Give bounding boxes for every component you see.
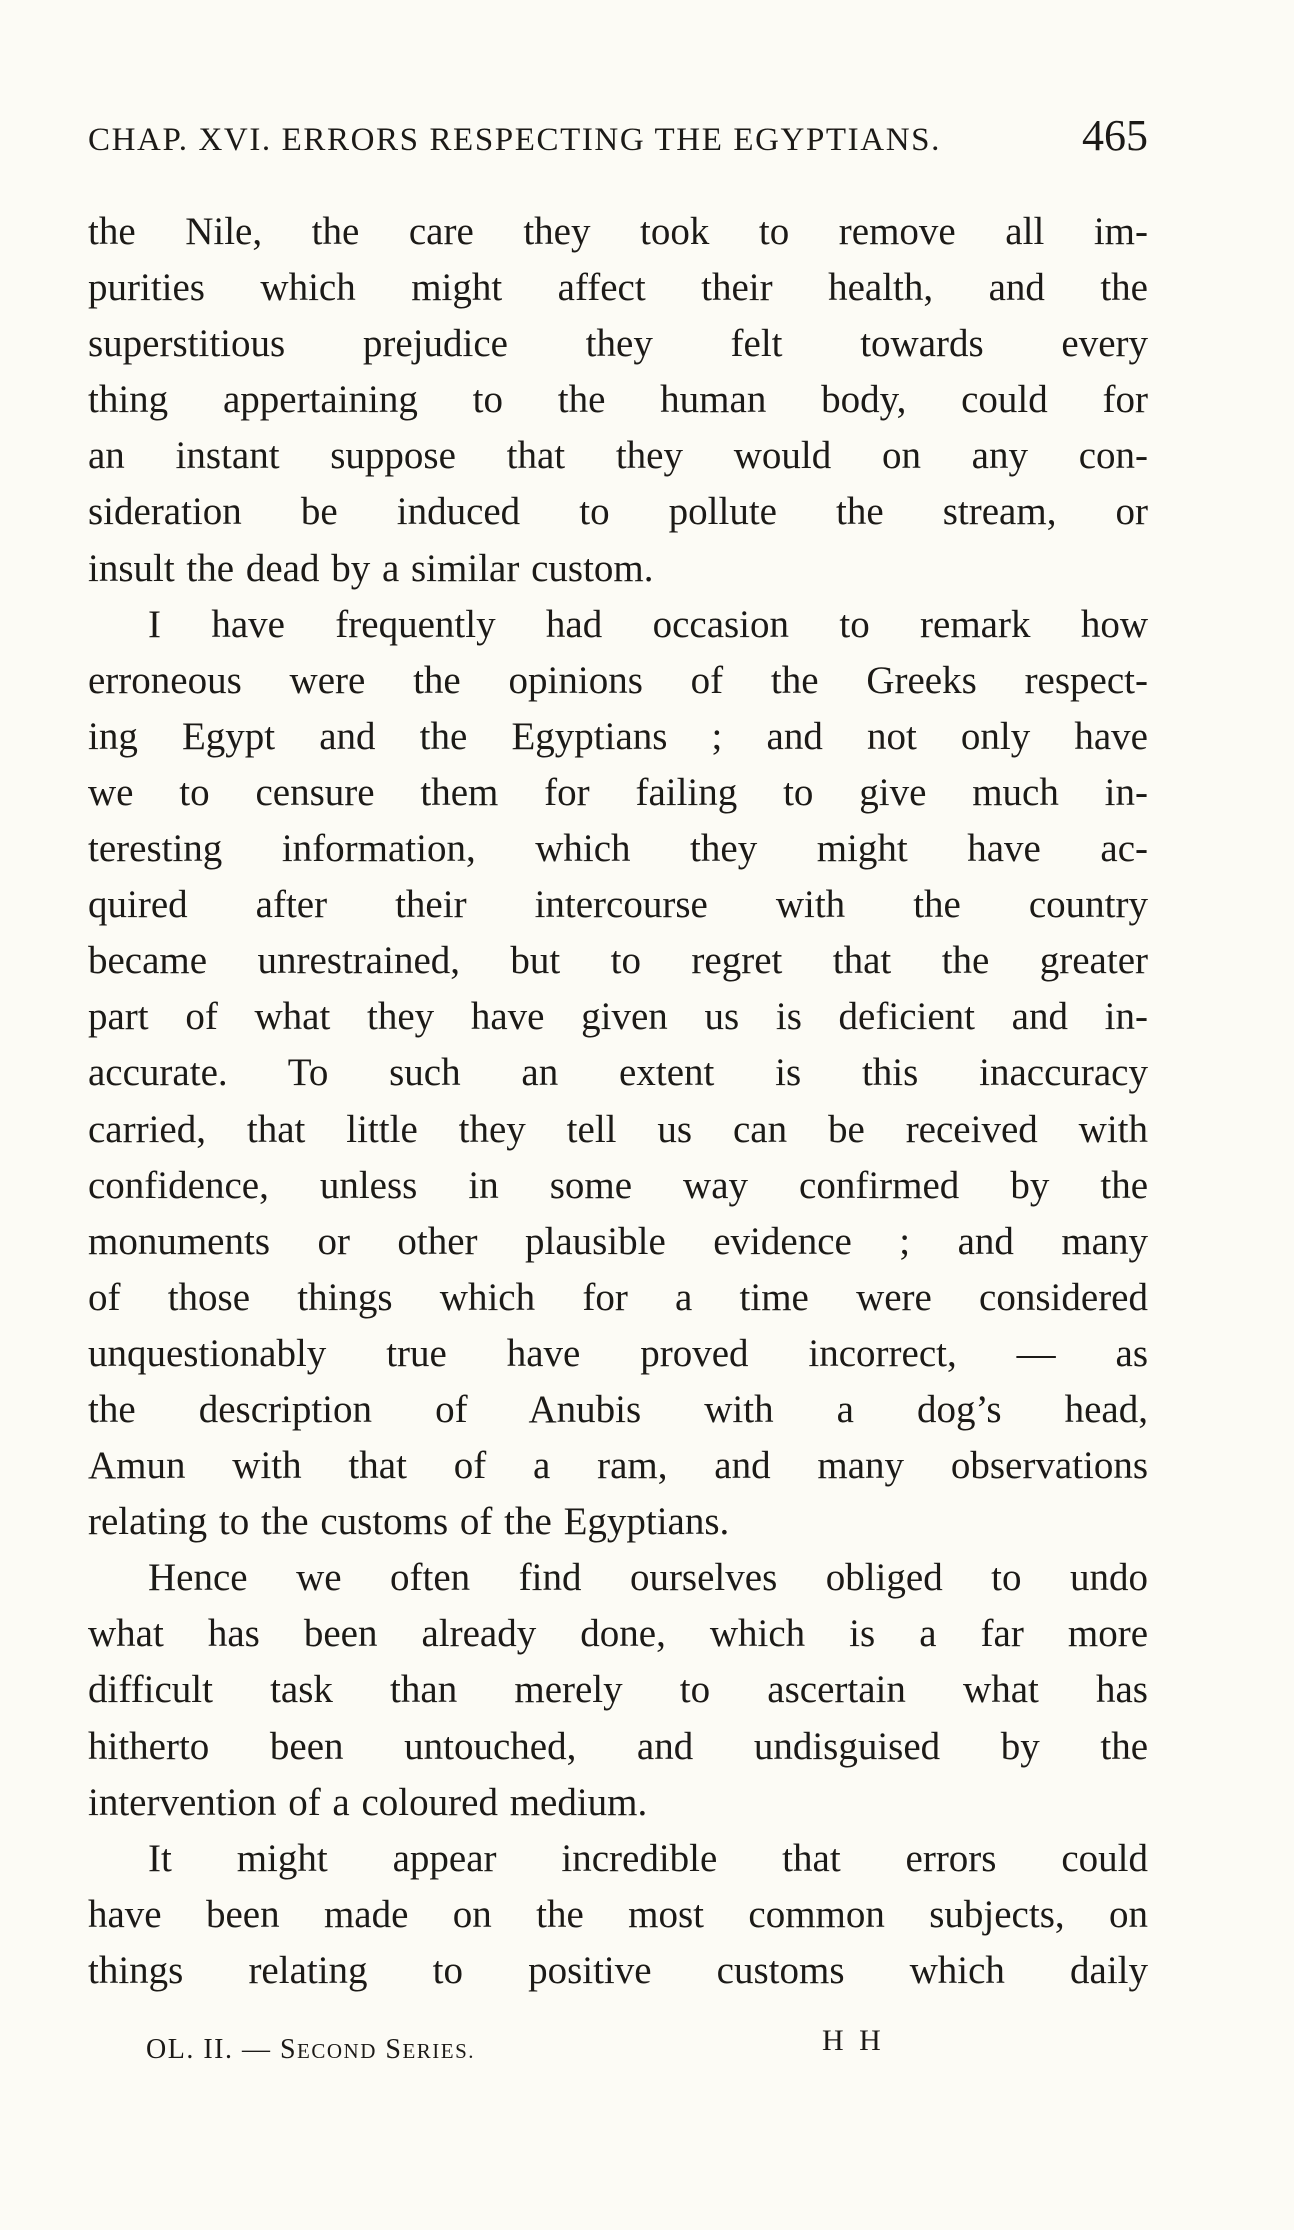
text-line: quired after their intercourse with the country <box>88 883 1148 927</box>
signature-mark: H H <box>822 2024 885 2057</box>
body-text <box>88 204 1148 1999</box>
signature-second-rest: ECOND <box>297 2039 377 2063</box>
text-line: we to censure them for failing to give much in- <box>88 770 1148 814</box>
text-line: purities which might affect their health, and the <box>88 266 1148 310</box>
text-line: teresting information, which they might have ac- <box>88 827 1148 871</box>
text-line: hitherto been untouched, and undisguised by the <box>88 1724 1148 1768</box>
text-line: the Nile, the care they took to remove all im- <box>88 210 1148 253</box>
text-line: have been made on the most common subjects, on <box>88 1892 1148 1936</box>
text-line: accurate. To such an extent is this inaccuracy <box>88 1051 1148 1095</box>
text-line: superstitious prejudice they felt towards every <box>88 322 1148 366</box>
text-line: of those things which for a time were considered <box>88 1275 1148 1319</box>
text-line: insult the dead by a similar custom. <box>88 546 654 590</box>
text-line: intervention of a coloured medium. <box>88 1780 648 1824</box>
text-line: an instant suppose that they would on any con- <box>88 434 1148 478</box>
running-title: CHAP. XVI. ERRORS RESPECTING THE EGYPTIANS. <box>88 122 941 158</box>
text-line: the description of Anubis with a dog’s head, <box>88 1387 1148 1431</box>
text-line: thing appertaining to the human body, could for <box>88 378 1148 422</box>
signature-series-rest: ERIES. <box>402 2039 476 2063</box>
text-line: monuments or other plausible evidence ; and many <box>88 1219 1148 1263</box>
text-line: erroneous were the opinions of the Greeks respect- <box>88 658 1148 702</box>
text-line: what has been already done, which is a far more <box>88 1612 1148 1656</box>
text-line: difficult task than merely to ascertain what has <box>88 1668 1148 1712</box>
text-line: carried, that little they tell us can be received with <box>88 1107 1148 1151</box>
text-line: part of what they have given us is deficient and in- <box>88 995 1148 1039</box>
text-line: relating to the customs of the Egyptians. <box>88 1500 730 1544</box>
text-line: things relating to positive customs which daily <box>88 1948 1148 1992</box>
text-line: Amun with that of a ram, and many observations <box>88 1444 1148 1488</box>
text-line: ing Egypt and the Egyptians ; and not only have <box>88 714 1148 758</box>
text-line: unquestionably true have proved incorrect, — as <box>88 1331 1148 1375</box>
text-line: became unrestrained, but to regret that the greater <box>88 939 1148 983</box>
volume-signature <box>146 2034 475 2066</box>
book-page <box>88 96 1148 2146</box>
text-line: It might appear incredible that errors could <box>148 1836 1148 1880</box>
text-line: confidence, unless in some way confirmed by the <box>88 1163 1148 1207</box>
text-line: Hence we often find ourselves obliged to undo <box>148 1556 1148 1600</box>
page-number: 465 <box>1082 111 1148 160</box>
signature-s: S <box>376 2034 403 2065</box>
text-line: I have frequently had occasion to remark how <box>148 602 1148 646</box>
text-line: sideration be induced to pollute the stream, or <box>88 490 1148 534</box>
page-footer <box>88 2024 1148 2074</box>
signature-prefix: OL. II. — S <box>146 2034 298 2065</box>
running-head <box>88 110 1148 170</box>
